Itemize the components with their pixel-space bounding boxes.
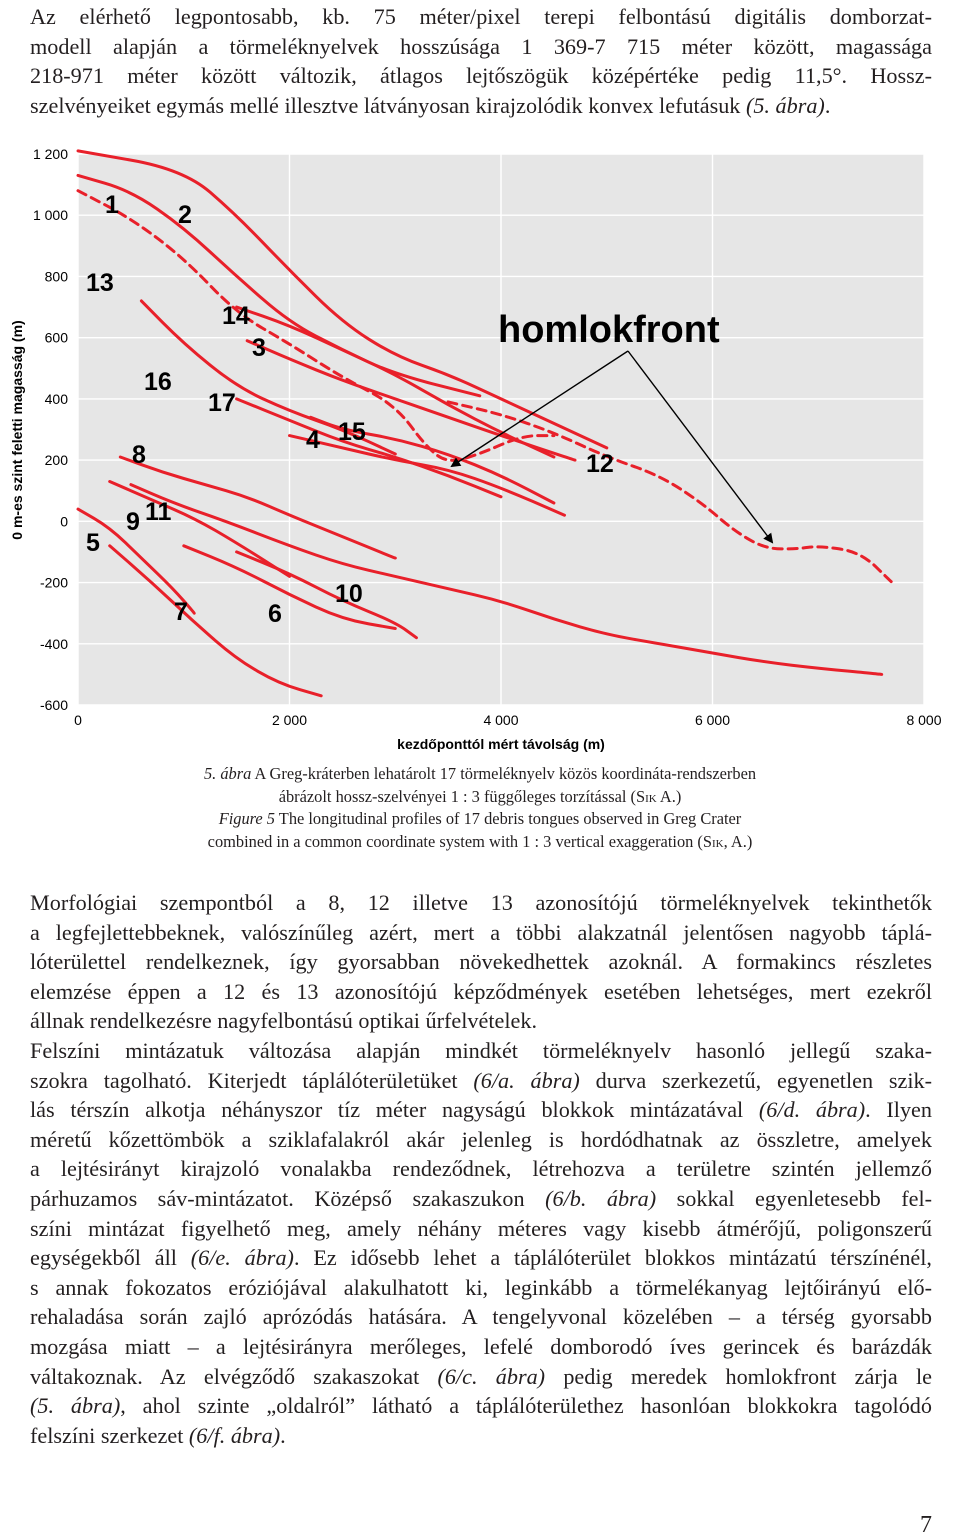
body-text: sokkal egyenletesebb fel- [656, 1185, 933, 1211]
annotation-text: homlokfront [498, 309, 720, 351]
body-line: a lejtésirányt kirajzoló vonalakba rendeződnek, létrehozva a területre szintén jellemző [30, 1156, 932, 1182]
series-label-8: 8 [132, 441, 146, 469]
intro-line-end: . [824, 92, 831, 118]
x-tick-label: 4 000 [483, 712, 519, 728]
x-tick-label: 0 [74, 712, 82, 728]
body-line [30, 1095, 932, 1125]
y-axis-label: 0 m-es szint feletti magasság (m) [9, 320, 25, 540]
series-label-17: 17 [208, 389, 236, 417]
caption-label-en: Figure 5 [218, 809, 275, 828]
series-label-6: 6 [268, 600, 282, 628]
series-label-13: 13 [86, 269, 114, 297]
x-tick-label: 2 000 [271, 712, 308, 728]
intro-line: Az elérhető legpontosabb, kb. 75 méter/pixel terepi felbontású digitális domborzat- [30, 4, 932, 29]
intro-line [30, 91, 932, 121]
figure-reference[interactable]: (6/e. ábra) [190, 1245, 294, 1271]
body-line: a legfejlettebbeknek, valószínűleg azért, mert a többi alakzatnál jelentősen nagyobb táplá- [30, 919, 932, 945]
intro-line-text: szelvényeiket egymás mellé illesztve látványosan kirajzolódik konvex lefutásuk [30, 92, 746, 118]
body-line: színi mintázat figyelhető meg, amely néhány méteres vagy kisebb átmérőjű, poligonszerű [30, 1215, 932, 1241]
intro-paragraph [30, 2, 932, 120]
body-text: . Ilyen [865, 1097, 932, 1123]
body-line [30, 1421, 932, 1451]
x-tick-label: 6 000 [694, 712, 731, 728]
figure-reference[interactable]: (5. ábra) [745, 92, 825, 118]
profile-chart [0, 148, 960, 758]
body-line [30, 1184, 932, 1214]
caption-en-line [110, 808, 850, 831]
body-line [30, 1391, 932, 1421]
series-label-4: 4 [306, 426, 320, 454]
caption-text: , A.) [723, 831, 753, 851]
morphology-paragraph [30, 888, 932, 1036]
body-line: rehaladása során zajló aprózódás hatására. A tengelyvonal közelében – a térség gyorsabb [30, 1304, 932, 1330]
body-text: egységekből áll [30, 1245, 191, 1271]
x-tick-labels [74, 712, 942, 728]
figure-reference[interactable]: (6/b. ábra) [545, 1185, 657, 1211]
series-label-1: 1 [105, 191, 119, 219]
series-label-14: 14 [222, 302, 250, 330]
series-label-7: 7 [174, 598, 188, 626]
body-text: felszíni szerkezet [30, 1422, 189, 1448]
y-tick-label: 400 [44, 390, 68, 407]
body-text: pedig meredek homlokfront zárja le [545, 1363, 932, 1389]
series-label-12: 12 [586, 450, 614, 478]
figure-caption [110, 763, 850, 853]
caption-text: ábrázolt hossz-szelvényei 1 : 3 függőleges torzítással ( [278, 786, 636, 806]
body-line [30, 1066, 932, 1096]
series-label-16: 16 [144, 368, 172, 396]
caption-en-line [110, 831, 850, 854]
intro-line: modell alapján a törmeléknyelvek hosszúsága 1 369-7 715 méter között, magassága [30, 33, 932, 59]
y-tick-label: 1 200 [32, 148, 68, 162]
y-tick-labels [33, 148, 68, 713]
body-text: váltakoznak. Az elvégződő szakaszokat [30, 1363, 438, 1389]
x-axis-label: kezdőponttól mért távolság (m) [397, 736, 605, 752]
body-line: elemzése éppen a 12 és 13 azonosítójú képződmények esetében lehetséges, mert ezekről [30, 978, 932, 1004]
series-label-3: 3 [252, 334, 266, 362]
body-line [30, 1362, 932, 1392]
figure-reference[interactable]: (5. ábra) [30, 1393, 121, 1419]
body-text: . [280, 1422, 286, 1448]
y-tick-label: 200 [44, 452, 68, 469]
body-text: lás térszín alkotja néhányszor tíz méter nagyságú blokkok mintázatával [30, 1097, 759, 1123]
caption-text: combined in a common coordinate system with 1 : 3 vertical exaggeration ( [207, 831, 703, 851]
body-line: lóterülettel rendelkeznek, így gyorsabban növekedhettek azoknál. A formakincs részletes [30, 949, 932, 975]
caption-text: The longitudinal profiles of 17 debris tongues observed in Greg Crater [275, 809, 742, 828]
figure-reference[interactable]: (6/a. ábra) [473, 1067, 580, 1093]
body-line: s annak fokozatos eróziójával alakulhatott ki, leginkább a törmelékanyag lejtőirányú elő- [30, 1274, 932, 1300]
y-tick-label: 600 [44, 329, 68, 346]
body-line: Morfológiai szempontból a 8, 12 illetve 13 azonosítójú törmeléknyelvek tekinthetők [30, 890, 932, 915]
caption-label-hu: 5. ábra [203, 764, 252, 783]
caption-text: A Greg-kráterben lehatárolt 17 törmeléknyelv közös koordináta-rendszerben [251, 764, 757, 783]
figure-reference[interactable]: (6/c. ábra) [437, 1363, 546, 1389]
body-line: állnak rendelkezésre nagyfelbontású optikai űrfelvételek. [30, 1008, 538, 1034]
body-line [30, 1243, 932, 1273]
body-line: Felszíni mintázatuk változása alapján mindkét törmeléknyelv hasonló jellegű szaka- [30, 1038, 932, 1063]
series-label-5: 5 [86, 529, 100, 557]
body-line: mozgása miatt – a lejtésirányra merőleges, lefelé domborodó íves gerincek és barázdák [30, 1333, 932, 1359]
body-line: méretű kőzettömbök a sziklafalakról akár jelenleg is hordódhatnak az összletre, amelyek [30, 1126, 932, 1152]
series-label-15: 15 [338, 418, 366, 446]
figure-reference[interactable]: (6/f. ábra) [188, 1422, 281, 1448]
y-tick-label: -600 [39, 697, 68, 713]
body-text: szokra tagolható. Kiterjedt táplálóterületüket [30, 1067, 474, 1093]
body-text: , ahol szinte „oldalról” látható a táplálóterülethez hasonlóan blokkokra tagolódó [120, 1393, 932, 1419]
y-tick-label: 0 [60, 513, 68, 530]
y-tick-label: -200 [39, 574, 68, 591]
y-tick-label: -400 [39, 635, 68, 652]
caption-author: Sik [702, 831, 724, 851]
caption-author: Sik [635, 786, 657, 806]
caption-hu-line [110, 763, 850, 786]
y-tick-label: 1 000 [32, 207, 68, 224]
page-number: 7 [920, 1512, 932, 1538]
body-text: . Ez idősebb lehet a táplálóterület blokkos mintázatú térszínénél, [293, 1245, 932, 1271]
caption-hu-line [110, 786, 850, 809]
series-label-11: 11 [145, 498, 172, 526]
x-tick-label: 8 000 [906, 712, 942, 728]
body-text: durva szerkezetű, egyenetlen szik- [579, 1067, 933, 1093]
series-label-9: 9 [126, 508, 140, 536]
series-label-2: 2 [178, 201, 192, 229]
intro-line: 218-971 méter között változik, átlagos lejtőszögük középértéke pedig 11,5°. Hossz- [30, 63, 932, 89]
surface-pattern-paragraph [30, 1036, 932, 1450]
figure-reference[interactable]: (6/d. ábra) [758, 1097, 866, 1123]
body-text: párhuzamos sáv-mintázatot. Középső szakaszukon [30, 1185, 546, 1211]
y-tick-label: 800 [44, 268, 68, 285]
series-label-10: 10 [335, 580, 363, 608]
caption-text: A.) [656, 786, 682, 806]
